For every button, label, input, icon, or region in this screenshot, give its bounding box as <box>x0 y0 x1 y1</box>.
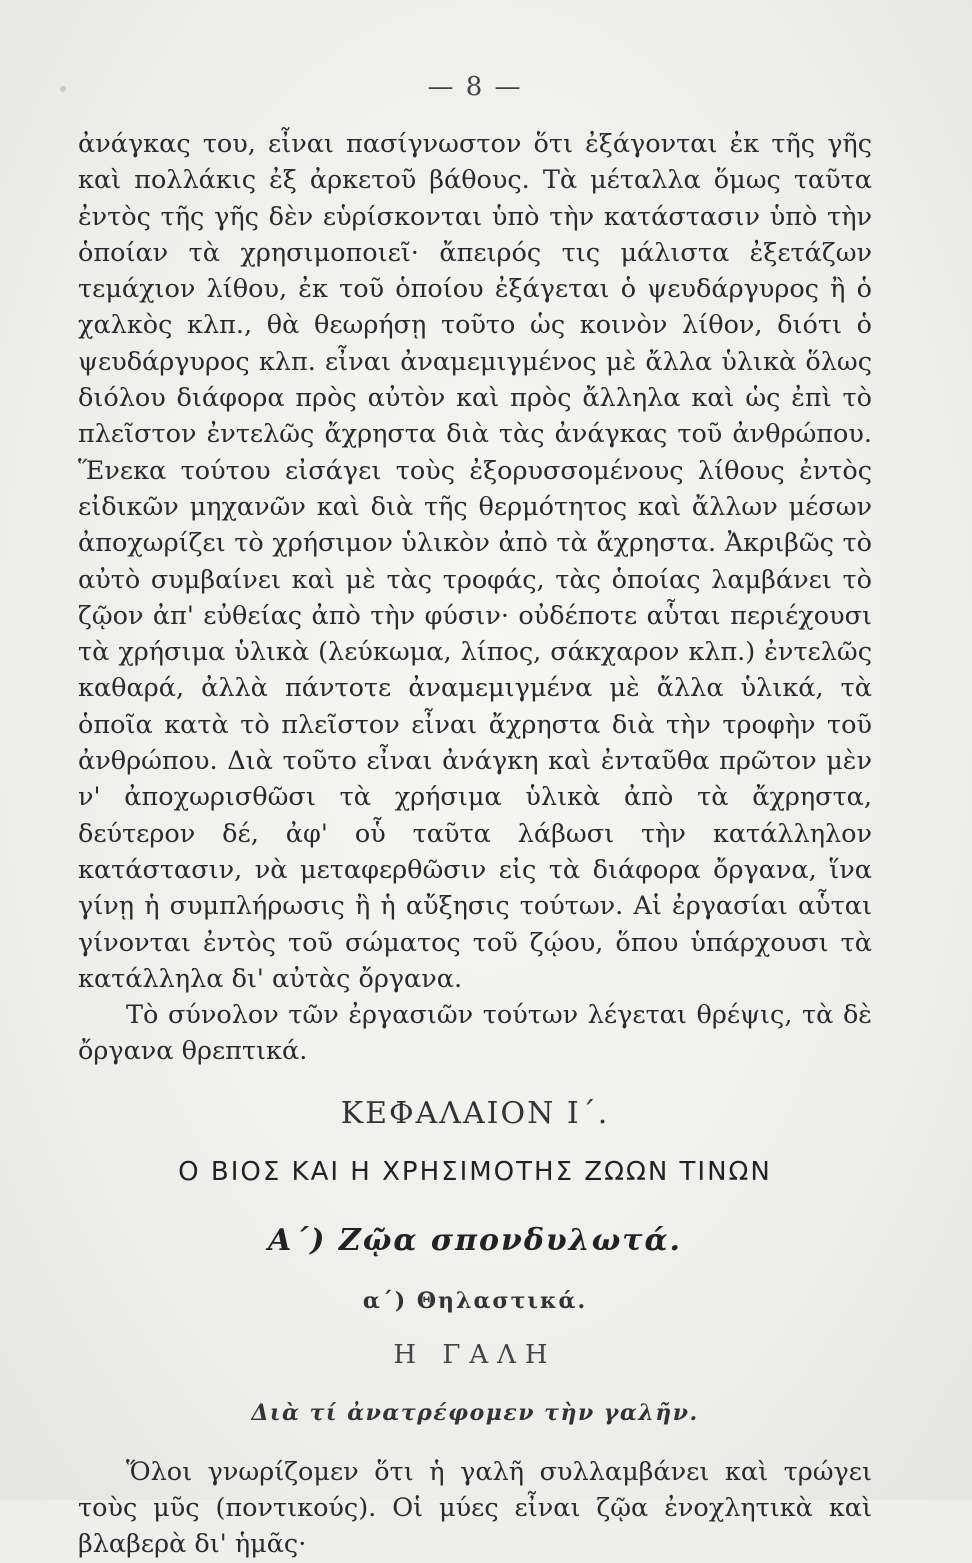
subsubsection-heading: α΄) Θηλαστικά. <box>362 1287 588 1314</box>
animal-heading: Η ΓΑΛΗ <box>393 1339 557 1370</box>
chapter-heading: ΚΕΦΑΛΑΙΟΝ Ι΄. <box>340 1095 610 1131</box>
section-heading: Ο ΒΙΟΣ ΚΑΙ Η ΧΡΗΣΙΜΟΤΗΣ ΖΩΩΝ ΤΙΝΩΝ <box>178 1156 772 1187</box>
body-paragraph-3: Ὅλοι γνωρίζομεν ὅτι ἡ γαλῆ συλλαμβάνει καὶ τρώγει τοὺς μῦς (ποντικούς). Οἱ μύες εἶναι ζῷα ἐνοχλητικὰ καὶ βλαβερὰ δι' ἡμᾶς· <box>78 1456 872 1560</box>
page-number: — 8 — <box>427 72 523 102</box>
subsection-heading: Α΄) Ζῷα σπονδυλωτά. <box>268 1222 682 1258</box>
body-paragraph-2: Τὸ σύνολον τῶν ἐργασιῶν τούτων λέγεται θρέψις, τὰ δὲ ὄργανα θρεπτικά. <box>78 1000 872 1067</box>
question-heading: Διὰ τί ἀνατρέφομεν τὴν γαλῆν. <box>251 1399 699 1426</box>
paper-speck <box>60 86 66 92</box>
body-paragraph-1: ἀνάγκας του, εἶναι πασίγνωστον ὅτι ἐξάγονται ἐκ τῆς γῆς καὶ πολλάκις ἐξ ἀρκετοῦ βάθους. Τὰ μέταλλα ὅμως ταῦτα ἐντὸς τῆς γῆς δὲν εὑρίσκονται ὑπὸ τὴν κατάστασιν ὑπὸ τὴν ὁποίαν τὰ χρησιμοποιεῖ· ἄπειρός τις μάλιστα ἐξετάζων τεμάχιον λίθου, ἐκ τοῦ ὁποίου ἐξάγεται ὁ ψευδάργυρος ἢ ὁ χαλκὸς κλπ., θὰ θεωρήσῃ τοῦτο ὡς κοινὸν λίθον, διότι ὁ ψευδάργυρος κλπ. εἶναι ἀναμεμιγμένος μὲ ἄλλα ὑλικὰ ὅλως διόλου διάφορα πρὸς αὐτὸν καὶ πρὸς ἄλληλα καὶ ὡς ἐπὶ τὸ πλεῖστον ἐντελῶς ἄχρηστα διὰ τὰς ἀνάγκας τοῦ ἀνθρώπου. Ἕνεκα τούτου εἰσάγει τοὺς ἐξορυσσομένους λίθους ἐντὸς εἰδικῶν μηχανῶν καὶ διὰ τῆς θερμότητος καὶ ἄλλων μέσων ἀποχωρίζει τὸ χρήσιμον ὑλικὸν ἀπὸ τὰ ἄχρηστα. Ἀκριβῶς τὸ αὐτὸ συμβαίνει καὶ μὲ τὰς τροφάς, τὰς ὁποίας λαμβάνει τὸ ζῷον ἀπ' εὐθείας ἀπὸ τὴν φύσιν· οὐδέποτε αὗται περιέχουσι τὰ χρήσιμα ὑλικὰ (λεύκωμα, λίπος, σάκχαρον κλπ.) ἐντελῶς καθαρά, ἀλλὰ πάντοτε ἀναμεμιγμένα μὲ ἄλλα ὑλικά, τὰ ὁποῖα κατὰ τὸ πλεῖστον εἶναι ἄχρηστα διὰ τὴν τροφὴν τοῦ ἀνθρώπου. Διὰ τοῦτο εἶναι ἀνάγκη καὶ ἐνταῦθα πρῶτον μὲν ν' ἀποχωρισθῶσι τὰ χρήσιμα ὑλικὰ ἀπὸ τὰ ἄχρηστα, δεύτερον δέ, ἀφ' οὗ ταῦτα λάβωσι τὴν κατάλληλον κατάστασιν, νὰ μεταφερθῶσιν εἰς τὰ διάφορα ὄργανα, ἵνα γίνῃ ἡ συμπλήρωσις ἢ ἡ αὔξησις τούτων. Αἱ ἐργασίαι αὗται γίνονται ἐντὸς τοῦ σώματος τοῦ ζῴου, ὅπου ὑπάρχουσι τὰ κατάλληλα δι' αὐτὰς ὄργανα. <box>78 129 872 994</box>
